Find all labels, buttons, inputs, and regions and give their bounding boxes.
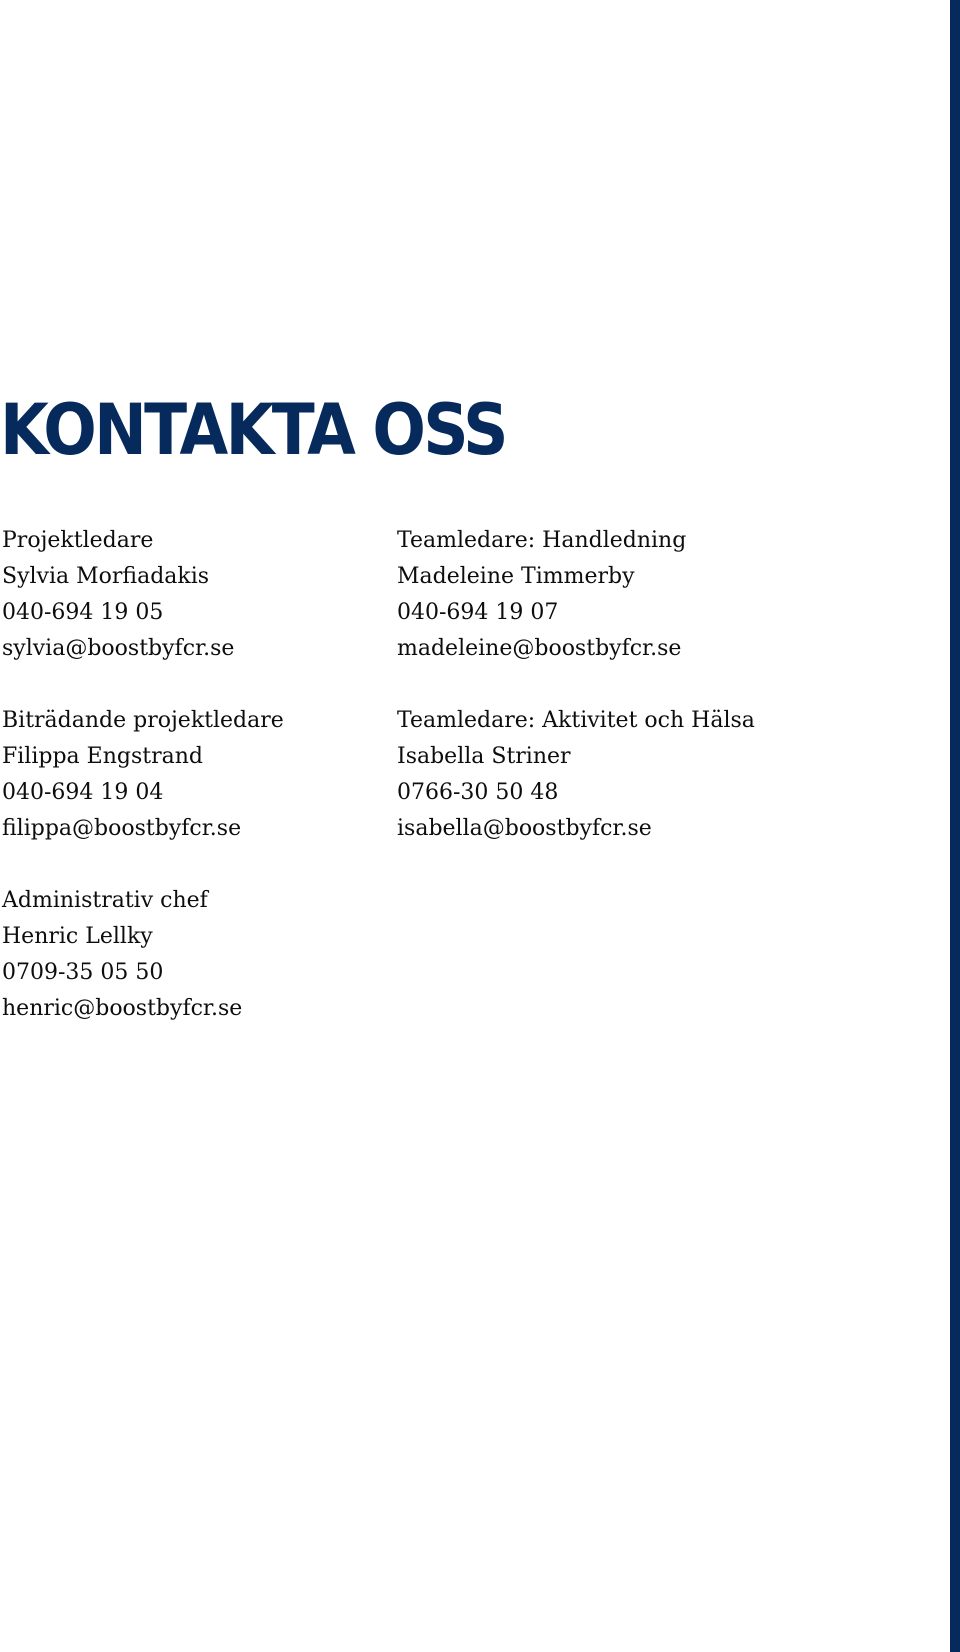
contact-name: Sylvia Morfiadakis [2,564,210,589]
contact-role: Administrativ chef [2,888,208,913]
brand-side-bar [950,0,960,1652]
contact-role: Projektledare [2,528,154,553]
contact-card-team-lead-supervision [397,523,686,667]
contact-phone[interactable]: 040-694 19 07 [397,600,559,625]
contact-name: Isabella Striner [397,744,571,769]
contact-card-project-lead [2,523,234,667]
contact-card-team-lead-activity-health [397,703,755,847]
contact-phone[interactable]: 040-694 19 04 [2,780,164,805]
contact-email[interactable]: sylvia@boostbyfcr.se [2,636,235,661]
contact-role: Teamledare: Handledning [397,528,687,553]
contact-role: Biträdande projektledare [2,708,284,733]
contact-role: Teamledare: Aktivitet och Hälsa [397,708,755,733]
contact-phone[interactable]: 0766-30 50 48 [397,780,559,805]
contact-phone[interactable]: 040-694 19 05 [2,600,164,625]
contact-card-administrative-chief [2,883,242,1027]
contact-email[interactable]: henric@boostbyfcr.se [2,996,243,1021]
contact-email[interactable]: filippa@boostbyfcr.se [2,816,242,841]
contact-name: Madeleine Timmerby [397,564,635,589]
contact-name: Henric Lellky [2,924,153,949]
contact-name: Filippa Engstrand [2,744,203,769]
contact-email[interactable]: isabella@boostbyfcr.se [397,816,652,841]
contact-phone[interactable]: 0709-35 05 50 [2,960,164,985]
page-title: KONTAKTA OSS [0,389,506,471]
contact-email[interactable]: madeleine@boostbyfcr.se [397,636,682,661]
contact-card-deputy-project-lead [2,703,284,847]
